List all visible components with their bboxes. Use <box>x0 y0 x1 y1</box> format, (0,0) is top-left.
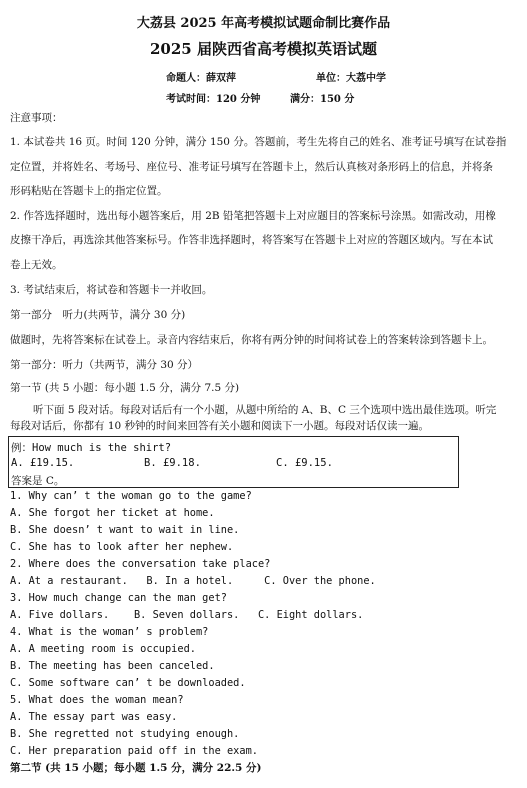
score-label: 满分：150 分 <box>290 94 355 105</box>
section1-heading: 第一节 (共 5 小题：每小题 1.5 分，满分 7.5 分) <box>10 382 240 394</box>
section2-heading: 第二节 (共 15 小题；每小题 1.5 分，满分 22.5 分) <box>10 762 262 774</box>
option-line: C. Some software can’ t be downloaded. <box>10 677 246 689</box>
section1-instruction: 听下面 5 段对话。每段对话后有一个小题，从题中所给的 A、B、C 三个选项中选出最佳选项。听完 <box>33 404 497 416</box>
exam-title: 2025 届陕西省高考模拟英语试题 <box>150 40 377 58</box>
option-line: B. She regretted not studying enough. <box>10 728 240 740</box>
part1-heading-2: 第一部分：听力（共两节，满分 30 分） <box>10 359 199 371</box>
note-line: 形码粘贴在答题卡上的指定位置。 <box>10 185 168 197</box>
part1-heading: 第一部分 听力(共两节，满分 30 分) <box>10 309 186 321</box>
option-line: A. Five dollars. B. Seven dollars. C. Eight dollars. <box>10 609 364 621</box>
example-option-c: C. £9.15. <box>276 457 333 469</box>
notes-heading: 注意事项： <box>10 112 63 124</box>
example-option-a: A. £19.15. <box>11 457 75 469</box>
question-4: 4. What is the woman’ s problem? <box>10 626 209 638</box>
note-line: 定位置，并将姓名、考场号、座位号、准考证号填写在答题卡上，然后认真核对条形码上的信息，并将条 <box>10 161 493 173</box>
note-line: 皮擦干净后，再选涂其他答案标号。作答非选择题时，将答案写在答题卡上对应的答题区域内。写在本试 <box>10 234 493 246</box>
section1-instruction: 每段对话后，你都有 10 秒钟的时间来回答有关小题和阅读下一小题。每段对话仅读一遍。 <box>10 420 430 432</box>
question-2: 2. Where does the conversation take place? <box>10 558 271 570</box>
option-line: B. She doesn’ t want to wait in line. <box>10 524 240 536</box>
option-line: A. She forgot her ticket at home. <box>10 507 215 519</box>
note-line: 1. 本试卷共 16 页。时间 120 分钟，满分 150 分。答题前，考生先将自己的姓名、准考证号填写在试卷指 <box>10 136 507 148</box>
note-line: 卷上无效。 <box>10 259 63 271</box>
option-line: A. The essay part was easy. <box>10 711 178 723</box>
option-line: C. Her preparation paid off in the exam. <box>10 745 258 757</box>
question-5: 5. What does the woman mean? <box>10 694 184 706</box>
option-line: B. The meeting has been canceled. <box>10 660 215 672</box>
note-line: 2. 作答选择题时，选出每小题答案后，用 2B 铅笔把答题卡上对应题目的答案标号涂黑。如需改动，用橡 <box>10 210 496 222</box>
example-answer: 答案是 C。 <box>11 475 65 487</box>
author-label: 命题人：薛双萍 <box>166 73 236 84</box>
part1-instruction: 做题时，先将答案标在试卷上。录音内容结束后，你将有两分钟的时间将试卷上的答案转涂到答题卡上。 <box>10 334 493 346</box>
time-label: 考试时间：120 分钟 <box>166 94 261 105</box>
option-line: A. At a restaurant. B. In a hotel. C. Over the phone. <box>10 575 376 587</box>
contest-title: 大荔县 2025 年高考模拟试题命制比赛作品 <box>136 16 391 31</box>
example-box <box>8 436 459 488</box>
option-line: A. A meeting room is occupied. <box>10 643 196 655</box>
note-line: 3. 考试结束后，将试卷和答题卡一并收回。 <box>10 284 213 296</box>
example-option-b: B. £9.18. <box>144 457 201 469</box>
question-3: 3. How much change can the man get? <box>10 592 227 604</box>
question-1: 1. Why can’ t the woman go to the game? <box>10 490 252 502</box>
option-line: C. She has to look after her nephew. <box>10 541 234 553</box>
example-question: 例：How much is the shirt? <box>11 442 172 454</box>
unit-label: 单位：大荔中学 <box>316 73 386 84</box>
